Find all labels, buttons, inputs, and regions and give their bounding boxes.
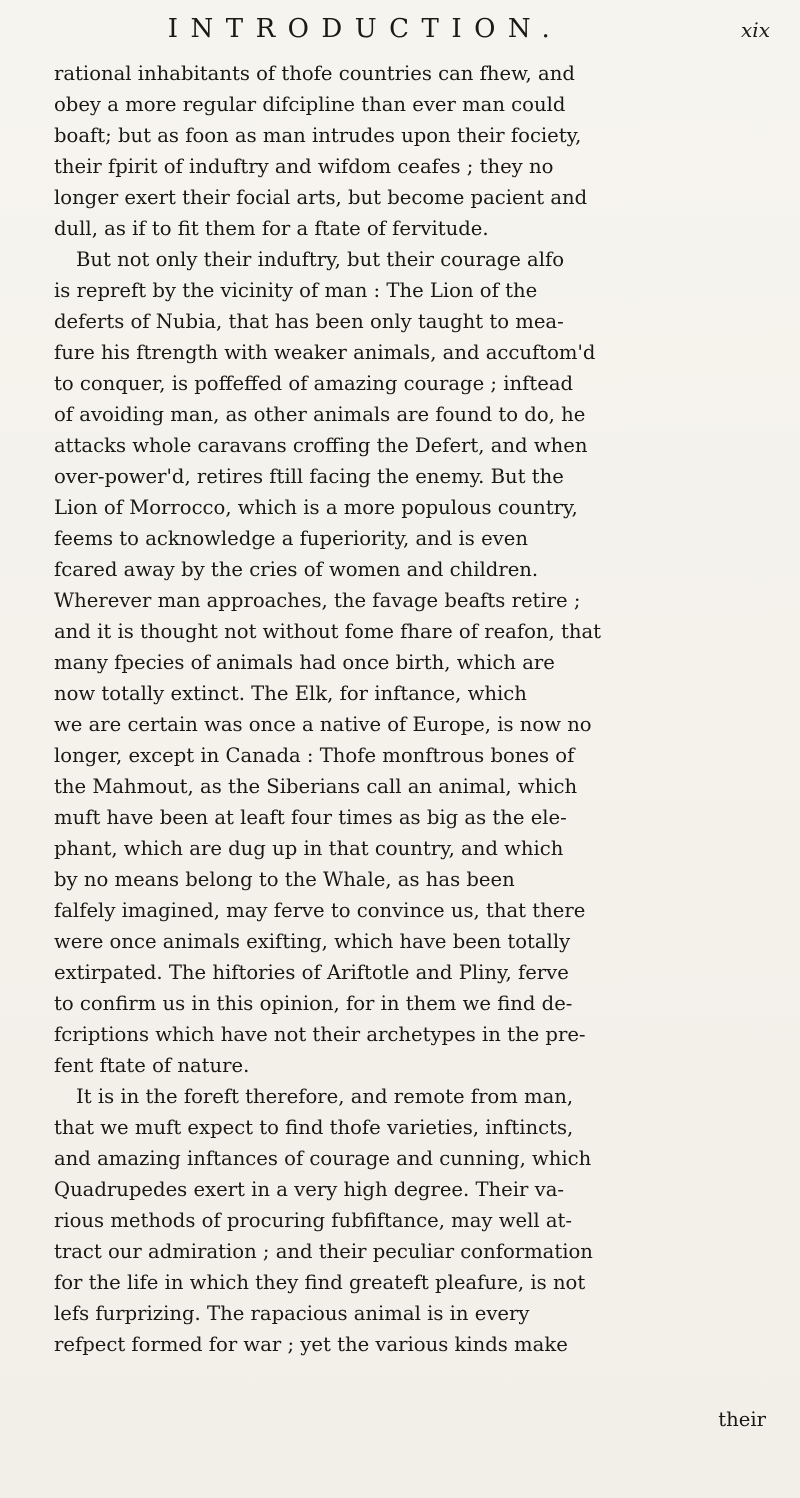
text-line: longer exert their focial arts, but become pacient and <box>54 186 588 209</box>
text-line: feems to acknowledge a fuperiority, and is even <box>54 527 528 550</box>
page-header <box>0 14 800 54</box>
text-line: phant, which are dug up in that country, and which <box>54 837 564 860</box>
text-line: obey a more regular difcipline than ever man could <box>54 93 566 116</box>
text-line: to confirm us in this opinion, for in them we find de- <box>54 992 573 1015</box>
text-line: were once animals exifting, which have been totally <box>54 930 571 953</box>
text-line: Lion of Morrocco, which is a more populous country, <box>54 496 578 519</box>
body-text <box>54 58 774 1360</box>
text-line: rational inhabitants of thofe countries can fhew, and <box>54 62 575 85</box>
text-line: dull, as if to fit them for a ftate of fervitude. <box>54 217 489 240</box>
page-number: xix <box>741 18 770 42</box>
text-line: attacks whole caravans croffing the Defert, and when <box>54 434 588 457</box>
text-line: It is in the foreft therefore, and remote from man, <box>76 1085 574 1108</box>
text-line: tract our admiration ; and their peculiar conformation <box>54 1240 593 1263</box>
text-line: the Mahmout, as the Siberians call an animal, which <box>54 775 578 798</box>
text-line: fcared away by the cries of women and children. <box>54 558 539 581</box>
text-line: we are certain was once a native of Europe, is now no <box>54 713 592 736</box>
text-line: fent ftate of nature. <box>54 1054 250 1077</box>
text-line: longer, except in Canada : Thofe monftrous bones of <box>54 744 575 767</box>
text-line: over-power'd, retires ftill facing the enemy. But the <box>54 465 564 488</box>
text-line: fcriptions which have not their archetypes in the pre- <box>54 1023 586 1046</box>
text-line: and amazing inftances of courage and cunning, which <box>54 1147 592 1170</box>
text-line: extirpated. The hiftories of Ariftotle and Pliny, ferve <box>54 961 569 984</box>
text-line: Quadrupedes exert in a very high degree. Their va- <box>54 1178 565 1201</box>
text-line: now totally extinct. The Elk, for inftance, which <box>54 682 527 705</box>
text-line: lefs furprizing. The rapacious animal is in every <box>54 1302 530 1325</box>
text-line: deferts of Nubia, that has been only taught to mea- <box>54 310 564 333</box>
text-line: that we muft expect to find thofe varieties, inftincts, <box>54 1116 574 1139</box>
text-line: for the life in which they find greateft pleafure, is not <box>54 1271 586 1294</box>
text-line: and it is thought not without fome fhare of reafon, that <box>54 620 602 643</box>
text-line: by no means belong to the Whale, as has been <box>54 868 515 891</box>
text-line: rious methods of procuring fubfiftance, may well at- <box>54 1209 573 1232</box>
running-head: INTRODUCTION. <box>167 14 563 44</box>
text-line: Wherever man approaches, the favage beafts retire ; <box>54 589 581 612</box>
text-line: falfely imagined, may ferve to convince us, that there <box>54 899 586 922</box>
catchword: their <box>718 1408 766 1431</box>
text-line: refpect formed for war ; yet the various kinds make <box>54 1333 568 1356</box>
text-line: many fpecies of animals had once birth, which are <box>54 651 555 674</box>
text-line: boaft; but as foon as man intrudes upon their fociety, <box>54 124 582 147</box>
text-line: of avoiding man, as other animals are found to do, he <box>54 403 586 426</box>
text-line: is repreft by the vicinity of man : The Lion of the <box>54 279 538 302</box>
text-line: But not only their induftry, but their courage alfo <box>76 248 565 271</box>
text-line: to conquer, is poffeffed of amazing courage ; inftead <box>54 372 574 395</box>
text-line: their fpirit of induftry and wifdom ceafes ; they no <box>54 155 554 178</box>
text-line: fure his ftrength with weaker animals, and accuftom'd <box>54 341 596 364</box>
text-line: muft have been at leaft four times as big as the ele- <box>54 806 567 829</box>
